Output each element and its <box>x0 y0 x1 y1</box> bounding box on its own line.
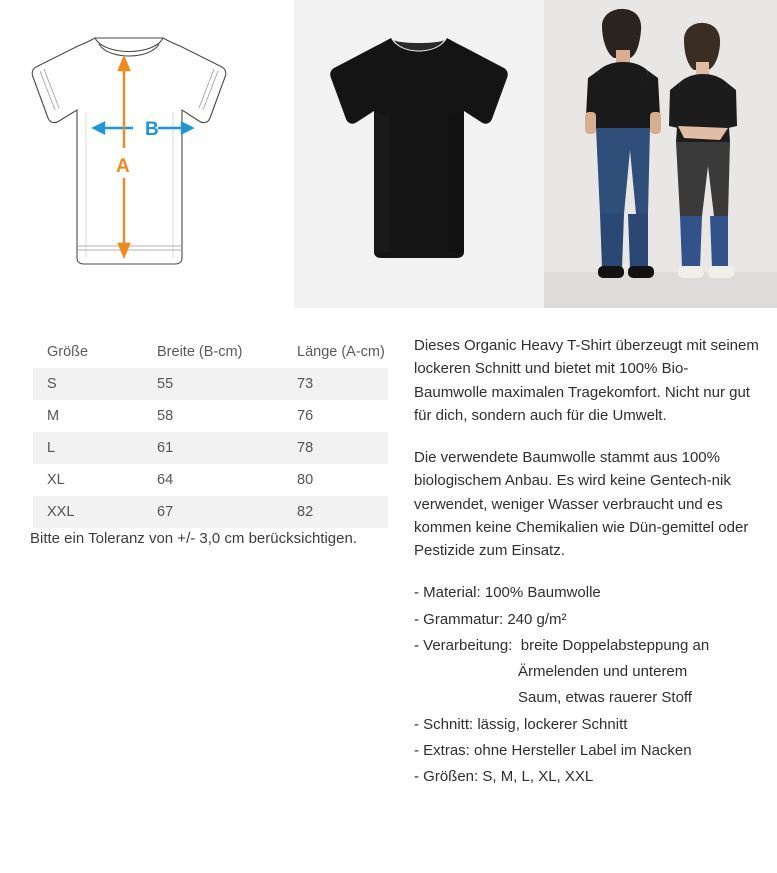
details-section <box>0 308 777 873</box>
spec-processing-line-3: Saum, etwas rauerer Stoff <box>518 689 692 707</box>
table-row <box>33 400 388 432</box>
table-header-row <box>33 336 388 368</box>
spec-sizes: - Größen: S, M, L, XL, XXL <box>414 768 594 785</box>
product-photo-svg <box>294 0 544 308</box>
cell-size: XXL <box>47 504 75 520</box>
cell-size: L <box>47 440 56 456</box>
spec-list <box>414 581 759 788</box>
tolerance-note: Bitte ein Toleranz von +/- 3,0 cm berücksichtigen. <box>30 530 357 547</box>
cell-length: 76 <box>297 408 314 424</box>
diagram-label-b: B <box>145 119 159 140</box>
table-row <box>33 432 388 464</box>
cell-width: 67 <box>157 504 174 520</box>
size-table-block <box>33 336 388 528</box>
spec-processing: - Verarbeitung: breite Doppelabsteppung an <box>414 636 710 654</box>
tshirt-measurement-diagram <box>0 0 257 308</box>
cell-width: 58 <box>157 408 174 424</box>
tshirt-product-photo <box>294 0 544 308</box>
models-photo-svg <box>544 0 777 308</box>
cell-width: 55 <box>157 376 174 392</box>
measurement-drawing-svg <box>0 0 257 308</box>
cell-width: 61 <box>157 440 174 456</box>
table-row <box>33 496 388 528</box>
spec-fit: - Schnitt: lässig, lockerer Schnitt <box>414 715 628 733</box>
size-table <box>33 336 388 528</box>
cell-size: M <box>47 408 60 424</box>
description-paragraph-2: Die verwendete Baumwolle stammt aus 100% biologischem Anbau. Es wird keine Gentech-nik verwendet, weniger Wasser verbraucht und es kommen keine Chemikalien wie Dün-gemittel oder Pestizide zum Einsatz. <box>414 449 749 559</box>
cell-length: 73 <box>297 376 314 392</box>
cell-length: 80 <box>297 472 314 488</box>
description-paragraph-1: Dieses Organic Heavy T-Shirt überzeugt mit seinem lockeren Schnitt und bietet mit 100% Bio-Baumwolle maximalen Tragekomfort. Nicht nur gut für dich, sondern auch für die Umwelt. <box>414 337 759 424</box>
header-size: Größe <box>47 344 89 360</box>
product-description <box>414 334 759 791</box>
product-image-row <box>0 0 777 308</box>
diagram-label-a: A <box>116 156 130 177</box>
spec-processing-line-2: Ärmelenden und unterem <box>518 663 688 680</box>
spec-extras: - Extras: ohne Hersteller Label im Nacken <box>414 741 692 759</box>
header-width: Breite (B-cm) <box>157 344 243 360</box>
cell-length: 82 <box>297 504 314 520</box>
cell-width: 64 <box>157 472 174 488</box>
cell-size: S <box>47 376 57 392</box>
tshirt-models-photo <box>544 0 777 308</box>
cell-length: 78 <box>297 440 314 456</box>
spec-material: - Material: 100% Baumwolle <box>414 584 601 602</box>
spec-weight: - Grammatur: 240 g/m² <box>414 610 567 628</box>
cell-size: XL <box>47 472 65 488</box>
table-row <box>33 368 388 400</box>
header-length: Länge (A-cm) <box>297 344 385 360</box>
table-row <box>33 464 388 496</box>
size-table-body <box>33 368 388 528</box>
size-table-head <box>33 336 388 368</box>
